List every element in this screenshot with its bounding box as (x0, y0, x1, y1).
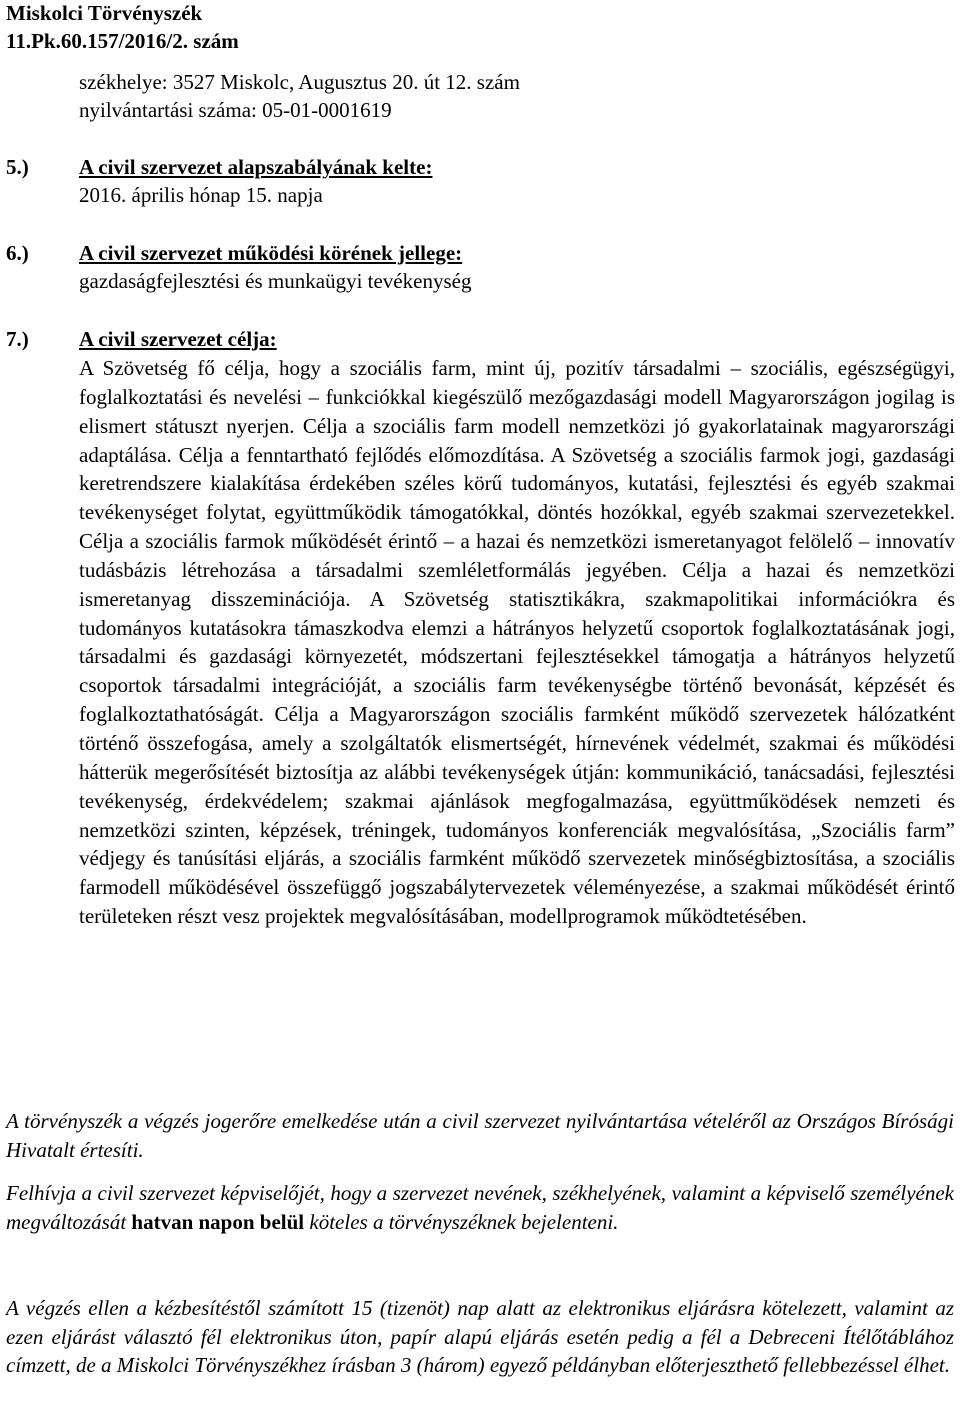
notice-change-after: köteles a törvényszéknek bejelenteni. (304, 1209, 619, 1234)
section-7-title: A civil szervezet célja: (79, 327, 277, 351)
case-number: 11.Pk.60.157/2016/2. szám (6, 29, 239, 53)
section-7-body: A Szövetség fő célja, hogy a szociális farm, mint új, pozitív társadalmi – szociális, egészségügyi, foglalkoztatási és nevelési – funkciókkal kiegészülő mezőgazdasági modell Magyarországon jogilag is elismert státuszt nyerjen. Célja a szociális farm modell nemzetközi jó gyakorlatainak magyarországi adaptálása. Célja a fenntartható fejlődés előmozdítása. A Szövetség a szociális farmok jogi, gazdasági keretrendszere kialakítása érdekében széles körű tudományos, kutatási, fejlesztési és egyéb szakmai tevékenységet folytat, együttműködik támogatókkal, döntés hozókkal, egyéb szakmai szervezetekkel. Célja a szociális farmok működését érintő – a hazai és nemzetközi ismeretanyagot felölelő – innovatív tudásbázis létrehozása a társadalmi szemléletformálás jegyében. Célja a hazai és nemzetközi ismeretanyag disszeminációja. A Szövetség statisztikákra, szakmapolitikai információkra és tudományos kutatásokra támaszkodva elemzi a hátrányos helyzetű csoportok foglalkoztatásának jogi, társadalmi és gazdasági környezetét, módszertani fejlesztésekkel támogatja a hátrányos helyzetű csoportok társadalmi integrációját, a szociális farm tevékenységbe történő bevonását, képzését és foglalkoztathatóságát. Célja a Magyarországon szociális farmként működő szervezetek hálózatként történő összefogása, amely a szolgáltatók elismertségét, hírnevének védelmét, szakmai és működési hátterük megerősítését biztosítja az alábbi tevékenységek útján: kommunikáció, tanácsadási, fejlesztési tevékenység, érdekvédelem; szakmai ajánlások megfogalmazása, együttműködések nemzeti és nemzetközi szinten, képzések, tréningek, tudományos konferenciák megvalósítása, „Szociális farm” védjegy és tanúsítási eljárás, a szociális farmként működő szervezetek minőségbiztosítása, a szociális farmodell működésével összefüggő jogszabálytervezetek véleményezése, a szakmai működését érintő területeken részt vesz projektek megvalósításában, modellprogramok működtetésében. (79, 356, 955, 929)
notice-appeal: A végzés ellen a kézbesítéstől számított 15 (tizenöt) nap alatt az elektronikus eljárásra kötelezett, valamint az ezen eljárást választó fél elektronikus úton, papír alapú eljárás esetén pedig a fél a Debreceni Ítélőtáblához címzett, de a Miskolci Törvényszékhez írásban 3 (három) egyező példányban előterjeszthető fellebbezéssel élhet. (6, 1296, 954, 1378)
section-5-value: 2016. április hónap 15. napja (79, 183, 323, 207)
section-6-title: A civil szervezet működési körének jellege: (79, 241, 463, 265)
registry-line: nyilvántartási száma: 05-01-0001619 (79, 98, 392, 122)
section-5-number: 5.) (6, 155, 29, 179)
section-7-number: 7.) (6, 327, 29, 351)
notice-change-deadline: hatvan napon belül (131, 1209, 305, 1234)
section-5-title: A civil szervezet alapszabályának kelte: (79, 155, 433, 179)
notice-registration: A törvényszék a végzés jogerőre emelkedése után a civil szervezet nyilvántartása vételéről az Országos Bírósági Hivatalt értesíti. (6, 1109, 954, 1162)
court-name: Miskolci Törvényszék (6, 1, 203, 25)
notice-change-before: Felhívja a civil szervezet képviselőjét, hogy a szervezet nevének, székhelyének, valamint a képviselő személyének megváltozását (6, 1181, 954, 1234)
seat-line: székhelye: 3527 Miskolc, Augusztus 20. út 12. szám (79, 70, 520, 94)
notice-change-reporting (6, 1179, 954, 1236)
section-6-value: gazdaságfejlesztési és munkaügyi tevékenység (79, 269, 472, 293)
section-6-number: 6.) (6, 241, 29, 265)
